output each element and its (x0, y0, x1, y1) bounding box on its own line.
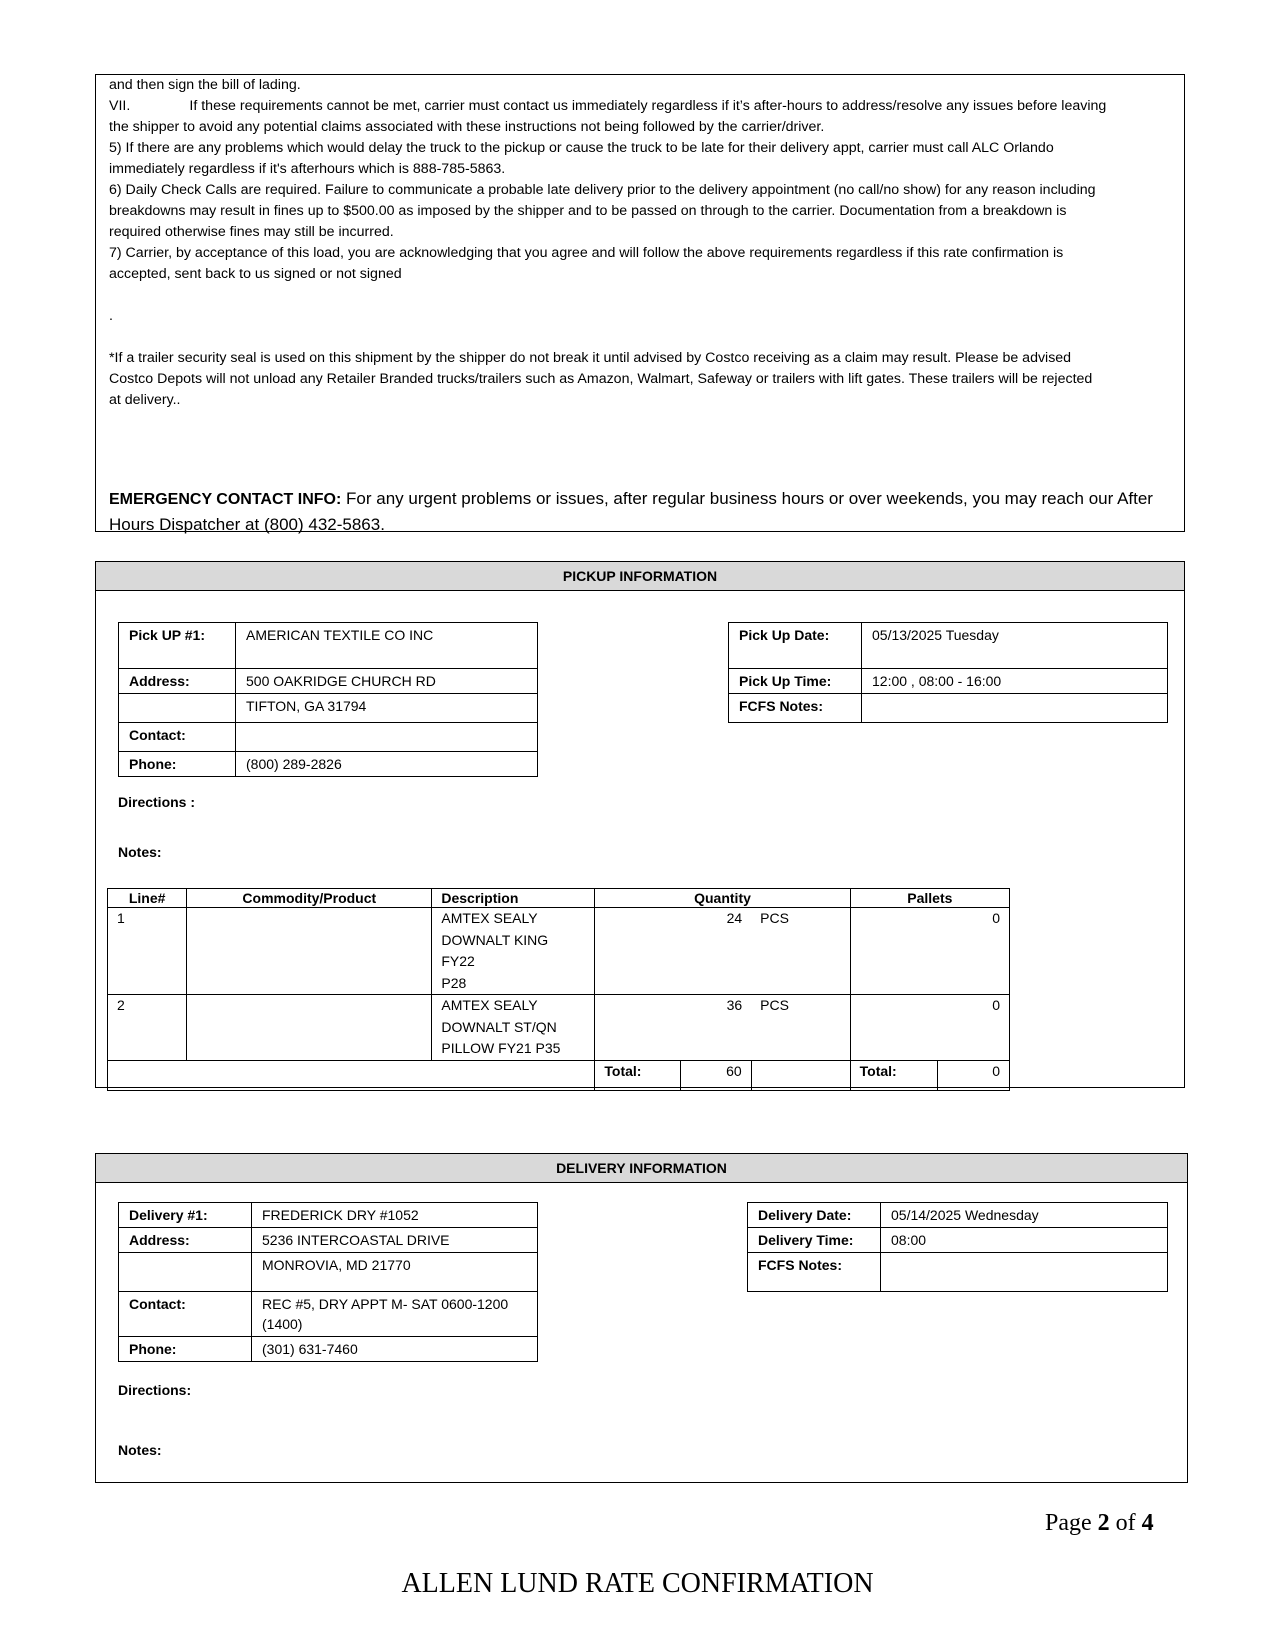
address-line2: MONROVIA, MD 21770 (252, 1253, 538, 1292)
terms-line: 5) If there are any problems which would delay the truck to the pickup or cause the truck to be late for their delivery appt, carrier must call ALC Orlando (109, 140, 1054, 156)
pallets: 0 (850, 995, 1009, 1061)
pickup-section (95, 561, 1185, 1088)
pickup-schedule-table (728, 622, 1168, 723)
delivery-section (95, 1153, 1188, 1483)
terms-line: immediately regardless if it's afterhours which is 888-785-5863. (109, 161, 506, 177)
contact-value (236, 723, 538, 752)
totals-row (108, 1060, 1010, 1090)
table-row (108, 908, 1010, 995)
page-number: Page 2 of 4 (1045, 1510, 1154, 1536)
pallets: 0 (850, 908, 1009, 995)
document-title: ALLEN LUND RATE CONFIRMATION (401, 1568, 874, 1599)
address-label: Address: (119, 1228, 252, 1253)
address-line1: 5236 INTERCOASTAL DRIVE (252, 1228, 538, 1253)
fcfs-value (881, 1253, 1168, 1292)
unit: PCS (751, 995, 850, 1061)
terms-line: 7) Carrier, by acceptance of this load, you are acknowledging that you agree and will follow the above requirements regardless if this rate confirmation is (109, 245, 1064, 261)
delivery-schedule-table (747, 1202, 1168, 1292)
col-header-pallets: Pallets (850, 889, 1009, 908)
delivery-time-label: Delivery Time: (748, 1228, 881, 1253)
total-pallets-label: Total: (850, 1060, 937, 1090)
directions-label: Directions: (118, 1382, 192, 1398)
pickup-location-table (118, 622, 538, 777)
terms-line: . (109, 308, 113, 324)
phone-label: Phone: (119, 752, 236, 777)
table-row (108, 995, 1010, 1061)
commodity (187, 908, 432, 995)
pickup-label: Pick UP #1: (119, 623, 236, 669)
terms-line: at delivery.. (109, 392, 181, 408)
phone-value: (301) 631-7460 (252, 1337, 538, 1362)
line-number: 2 (108, 995, 187, 1061)
address-line1: 500 OAKRIDGE CHURCH RD (236, 669, 538, 694)
contact-label: Contact: (119, 723, 236, 752)
emergency-contact (109, 486, 1169, 537)
contact-value: REC #5, DRY APPT M- SAT 0600-1200 (1400) (252, 1292, 538, 1337)
delivery-label: Delivery #1: (119, 1203, 252, 1228)
line-number: 1 (108, 908, 187, 995)
items-table (107, 888, 1010, 1091)
fcfs-value (862, 694, 1168, 723)
terms-line: and then sign the bill of lading. (109, 77, 301, 93)
phone-value: (800) 289-2826 (236, 752, 538, 777)
description: AMTEX SEALY DOWNALT ST/QN PILLOW FY21 P35 (432, 995, 595, 1061)
emergency-text: For any urgent problems or issues, after regular business hours or over weekends, you may reach our After Hours Dispatcher at (800) 432-5863. (109, 489, 1153, 534)
delivery-date-value: 05/14/2025 Wednesday (881, 1203, 1168, 1228)
delivery-header: DELIVERY INFORMATION (96, 1154, 1187, 1183)
terms-line: breakdowns may result in fines up to $500.00 as imposed by the shipper and to be passed on through to the carrier. Documentation from a breakdown is (109, 203, 1067, 219)
terms-line: *If a trailer security seal is used on this shipment by the shipper do not break it until advised by Costco receiving as a claim may result. Please be advised (109, 350, 1072, 366)
notes-label: Notes: (118, 1442, 162, 1458)
col-header-commodity: Commodity/Product (187, 889, 432, 908)
address-label: Address: (119, 669, 236, 694)
terms-line: 6) Daily Check Calls are required. Failure to communicate a probable late delivery prior to the delivery appointment (no call/no show) for any reason including (109, 182, 1096, 198)
pickup-time-value: 12:00 , 08:00 - 16:00 (862, 669, 1168, 694)
col-header-quantity: Quantity (595, 889, 850, 908)
delivery-date-label: Delivery Date: (748, 1203, 881, 1228)
unit: PCS (751, 908, 850, 995)
description: AMTEX SEALY DOWNALT KING FY22 P28 (432, 908, 595, 995)
delivery-name: FREDERICK DRY #1052 (252, 1203, 538, 1228)
terms-line: Costco Depots will not unload any Retailer Branded trucks/trailers such as Amazon, Walmart, Safeway or trailers with lift gates. These trailers will be rejected (109, 371, 1093, 387)
pickup-header: PICKUP INFORMATION (96, 562, 1184, 591)
terms-line: the shipper to avoid any potential claims associated with these instructions not being followed by the carrier/driver. (109, 119, 825, 135)
contact-label: Contact: (119, 1292, 252, 1337)
notes-label: Notes: (118, 844, 162, 860)
total-pallets: 0 (937, 1060, 1009, 1090)
total-qty: 60 (680, 1060, 751, 1090)
pickup-date-label: Pick Up Date: (729, 623, 862, 669)
phone-label: Phone: (119, 1337, 252, 1362)
pickup-date-value: 05/13/2025 Tuesday (862, 623, 1168, 669)
delivery-location-table (118, 1202, 538, 1362)
fcfs-label: FCFS Notes: (729, 694, 862, 723)
delivery-time-value: 08:00 (881, 1228, 1168, 1253)
terms-line: accepted, sent back to us signed or not signed (109, 266, 402, 282)
terms-line: VII. If these requirements cannot be met, carrier must contact us immediately regardless if it’s after-hours to address/resolve any issues before leaving (109, 98, 1107, 114)
pickup-time-label: Pick Up Time: (729, 669, 862, 694)
fcfs-label: FCFS Notes: (748, 1253, 881, 1292)
pickup-name: AMERICAN TEXTILE CO INC (236, 623, 538, 669)
quantity: 36 (595, 995, 751, 1061)
quantity: 24 (595, 908, 751, 995)
commodity (187, 995, 432, 1061)
terms-line: required otherwise fines may still be incurred. (109, 224, 394, 240)
directions-label: Directions : (118, 794, 196, 810)
address-line2: TIFTON, GA 31794 (236, 694, 538, 723)
col-header-line: Line# (108, 889, 187, 908)
col-header-description: Description (432, 889, 595, 908)
total-qty-label: Total: (595, 1060, 680, 1090)
emergency-label: EMERGENCY CONTACT INFO: (109, 491, 342, 508)
terms-box (95, 74, 1185, 532)
